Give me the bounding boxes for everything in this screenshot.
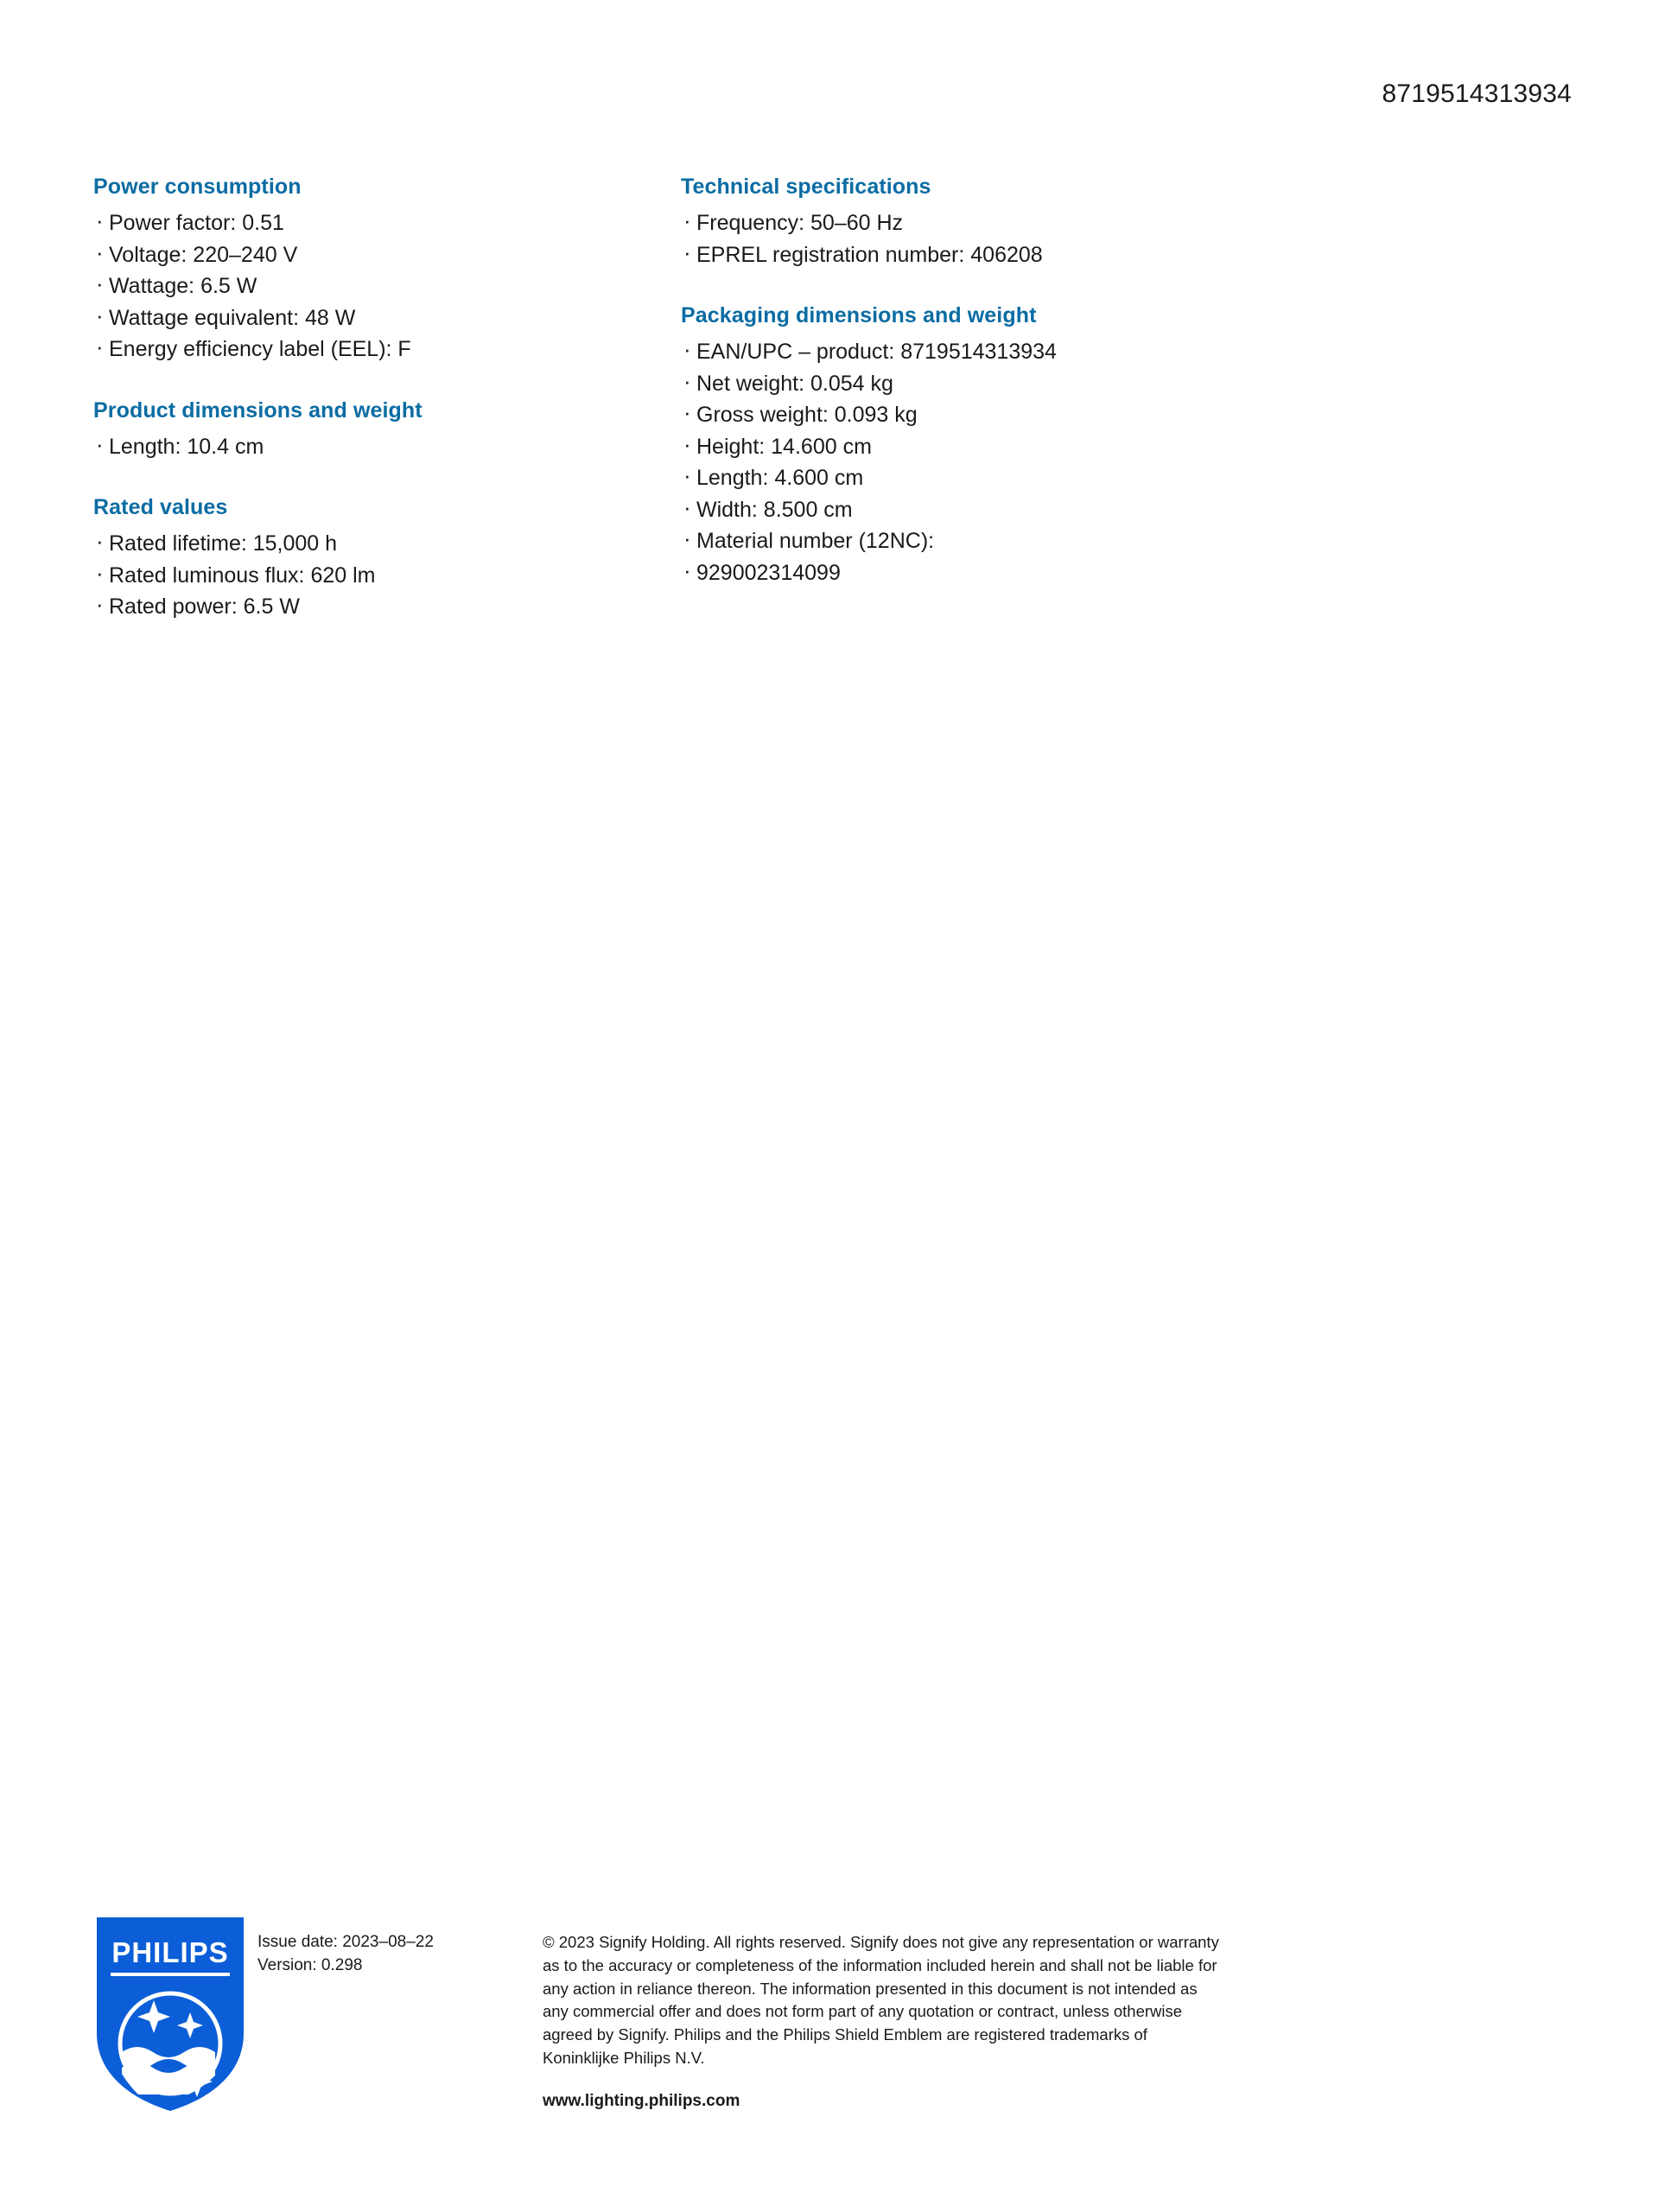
spec-list <box>681 336 1165 588</box>
left-column <box>93 175 577 623</box>
spec-list <box>93 528 577 623</box>
list-item: · Height: 14.600 cm <box>681 431 1165 463</box>
legal-notice <box>543 1914 1225 2113</box>
list-item: · EAN/UPC – product: 8719514313934 <box>681 336 1165 368</box>
list-item: · Gross weight: 0.093 kg <box>681 399 1165 431</box>
legal-text: © 2023 Signify Holding. All rights reserved. Signify does not give any representation or warranty as to the accuracy or completeness of the information included herein and shall not be liable for any action in reliance thereon. The information presented in this document is not intended as any commercial offer and does not form part of any quotation or contract, unless otherwise agreed by Signify. Philips and the Philips Shield Emblem are registered trademarks of Koninklijke Philips N.V. <box>543 1933 1219 2068</box>
issue-info <box>257 1914 543 1978</box>
product-code: 8719514313934 <box>1382 79 1572 108</box>
section-title: Product dimensions and weight <box>93 397 423 423</box>
list-item: · Width: 8.500 cm <box>681 494 1165 526</box>
section-title: Packaging dimensions and weight <box>681 303 1037 327</box>
list-item: · Wattage equivalent: 48 W <box>93 302 577 334</box>
list-item: · Material number (12NC): <box>681 525 1165 557</box>
list-item: · Rated power: 6.5 W <box>93 591 577 623</box>
svg-text:PHILIPS: PHILIPS <box>111 1936 229 1968</box>
section-title: Technical specifications <box>681 175 931 199</box>
right-column <box>681 175 1165 588</box>
list-item: · Length: 10.4 cm <box>93 431 577 463</box>
section-rated-values <box>93 495 577 623</box>
spec-list <box>681 207 1165 270</box>
section-title: Rated values <box>93 495 228 519</box>
list-item: · Wattage: 6.5 W <box>93 270 577 302</box>
list-item: · Net weight: 0.054 kg <box>681 368 1165 400</box>
page-footer <box>93 1914 1579 2119</box>
section-product-dimensions-and-weight <box>93 398 577 463</box>
section-power-consumption <box>93 175 577 365</box>
issue-date: Issue date: 2023–08–22 <box>257 1933 434 1951</box>
philips-logo <box>93 1914 257 2119</box>
list-item: · Rated lifetime: 15,000 h <box>93 528 577 560</box>
list-item: · Voltage: 220–240 V <box>93 239 577 271</box>
spec-list <box>93 207 577 365</box>
section-title: Power consumption <box>93 175 302 199</box>
section-packaging-dimensions-and-weight <box>681 303 1165 588</box>
list-item: · Length: 4.600 cm <box>681 462 1165 494</box>
version: Version: 0.298 <box>257 1955 363 1974</box>
list-item: · Frequency: 50–60 Hz <box>681 207 1165 239</box>
website-link[interactable]: www.lighting.philips.com <box>543 2091 740 2110</box>
section-technical-specifications <box>681 175 1165 270</box>
list-item-continuation: · 929002314099 <box>681 557 1165 589</box>
spec-list <box>93 431 577 463</box>
list-item: · EPREL registration number: 406208 <box>681 239 1165 271</box>
spec-columns <box>93 175 1579 623</box>
list-item: · Power factor: 0.51 <box>93 207 577 239</box>
list-item: · Energy efficiency label (EEL): F <box>93 334 577 365</box>
list-item: · Rated luminous flux: 620 lm <box>93 560 577 592</box>
philips-shield-icon <box>93 1914 247 2114</box>
